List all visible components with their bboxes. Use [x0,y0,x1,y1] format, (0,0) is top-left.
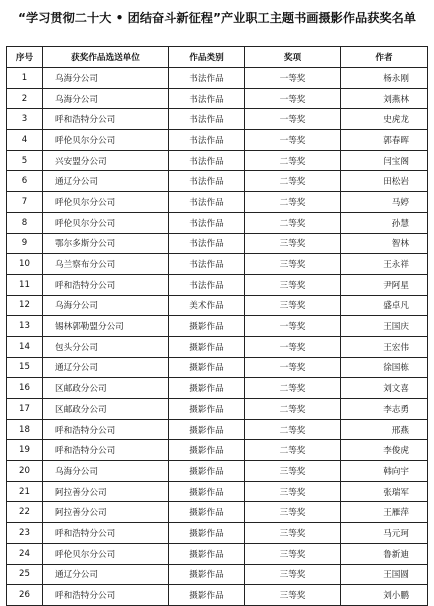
cell-unit: 阿拉善分公司 [43,481,169,502]
cell-index: 26 [7,585,43,606]
table-row [7,336,428,357]
cell-award: 三等奖 [245,502,341,523]
cell-unit: 呼和浩特分公司 [43,440,169,461]
header-award: 奖项 [245,47,341,68]
cell-unit: 呼和浩特分公司 [43,523,169,544]
cell-author: 郭春晖 [341,130,428,151]
cell-category: 摄影作品 [169,564,245,585]
header-index: 序号 [7,47,43,68]
cell-award: 一等奖 [245,68,341,89]
cell-unit: 乌海分公司 [43,295,169,316]
cell-award: 三等奖 [245,523,341,544]
cell-category: 摄影作品 [169,523,245,544]
cell-award: 三等奖 [245,233,341,254]
cell-author: 李志勇 [341,399,428,420]
cell-unit: 呼和浩特分公司 [43,419,169,440]
cell-category: 美术作品 [169,295,245,316]
cell-category: 摄影作品 [169,419,245,440]
cell-award: 二等奖 [245,150,341,171]
table-row [7,192,428,213]
cell-index: 19 [7,440,43,461]
cell-category: 书法作品 [169,233,245,254]
cell-category: 摄影作品 [169,336,245,357]
cell-award: 二等奖 [245,192,341,213]
table-row [7,109,428,130]
cell-author: 史虎龙 [341,109,428,130]
cell-author: 马婷 [341,192,428,213]
cell-award: 三等奖 [245,564,341,585]
table-row [7,378,428,399]
cell-category: 书法作品 [169,68,245,89]
cell-award: 三等奖 [245,585,341,606]
table-row [7,88,428,109]
cell-category: 书法作品 [169,171,245,192]
cell-index: 25 [7,564,43,585]
cell-index: 12 [7,295,43,316]
cell-category: 书法作品 [169,150,245,171]
cell-author: 李俊虎 [341,440,428,461]
header-category: 作品类别 [169,47,245,68]
cell-index: 14 [7,336,43,357]
cell-unit: 乌海分公司 [43,461,169,482]
cell-index: 1 [7,68,43,89]
cell-award: 三等奖 [245,461,341,482]
cell-author: 刘燕林 [341,88,428,109]
cell-award: 一等奖 [245,316,341,337]
cell-category: 摄影作品 [169,399,245,420]
cell-index: 24 [7,543,43,564]
cell-author: 邢燕 [341,419,428,440]
cell-award: 二等奖 [245,440,341,461]
cell-author: 王宏伟 [341,336,428,357]
cell-unit: 乌兰察布分公司 [43,254,169,275]
cell-author: 王国庆 [341,316,428,337]
cell-index: 4 [7,130,43,151]
table-row [7,130,428,151]
table-header-row [7,47,428,68]
cell-category: 书法作品 [169,254,245,275]
cell-author: 张瑞军 [341,481,428,502]
cell-category: 书法作品 [169,212,245,233]
table-row [7,523,428,544]
cell-unit: 乌海分公司 [43,88,169,109]
cell-index: 6 [7,171,43,192]
table-row [7,274,428,295]
cell-unit: 呼伦贝尔分公司 [43,543,169,564]
cell-unit: 乌海分公司 [43,68,169,89]
header-unit: 获奖作品选送单位 [43,47,169,68]
cell-index: 3 [7,109,43,130]
award-table [6,46,428,606]
cell-author: 闫宝阁 [341,150,428,171]
cell-award: 一等奖 [245,336,341,357]
cell-unit: 通辽分公司 [43,171,169,192]
cell-index: 22 [7,502,43,523]
header-author: 作者 [341,47,428,68]
table-row [7,254,428,275]
table-row [7,461,428,482]
cell-award: 二等奖 [245,419,341,440]
cell-unit: 锡林郭勒盟分公司 [43,316,169,337]
table-row [7,357,428,378]
cell-category: 摄影作品 [169,440,245,461]
cell-author: 孙慧 [341,212,428,233]
table-row [7,585,428,606]
cell-author: 王永祥 [341,254,428,275]
cell-index: 5 [7,150,43,171]
cell-unit: 呼和浩特分公司 [43,274,169,295]
cell-category: 摄影作品 [169,481,245,502]
cell-index: 18 [7,419,43,440]
cell-index: 17 [7,399,43,420]
cell-index: 13 [7,316,43,337]
cell-index: 11 [7,274,43,295]
cell-category: 摄影作品 [169,461,245,482]
cell-author: 刘小鹏 [341,585,428,606]
cell-index: 16 [7,378,43,399]
cell-unit: 通辽分公司 [43,564,169,585]
cell-unit: 鄂尔多斯分公司 [43,233,169,254]
table-row [7,440,428,461]
cell-author: 韩向宇 [341,461,428,482]
cell-author: 刘文喜 [341,378,428,399]
cell-award: 二等奖 [245,171,341,192]
cell-unit: 阿拉善分公司 [43,502,169,523]
cell-author: 尹阿星 [341,274,428,295]
cell-index: 21 [7,481,43,502]
cell-award: 二等奖 [245,378,341,399]
table-row [7,502,428,523]
cell-award: 二等奖 [245,399,341,420]
cell-category: 摄影作品 [169,502,245,523]
cell-unit: 通辽分公司 [43,357,169,378]
cell-award: 三等奖 [245,295,341,316]
cell-category: 书法作品 [169,109,245,130]
cell-index: 23 [7,523,43,544]
cell-author: 智林 [341,233,428,254]
cell-index: 9 [7,233,43,254]
cell-author: 田松岩 [341,171,428,192]
cell-award: 三等奖 [245,274,341,295]
cell-unit: 呼伦贝尔分公司 [43,212,169,233]
cell-award: 一等奖 [245,109,341,130]
cell-award: 三等奖 [245,543,341,564]
table-row [7,295,428,316]
cell-award: 三等奖 [245,254,341,275]
cell-unit: 区邮政分公司 [43,378,169,399]
cell-index: 2 [7,88,43,109]
cell-author: 徐国栋 [341,357,428,378]
cell-unit: 兴安盟分公司 [43,150,169,171]
cell-unit: 包头分公司 [43,336,169,357]
cell-author: 马元珂 [341,523,428,544]
cell-award: 一等奖 [245,357,341,378]
table-row [7,564,428,585]
cell-index: 8 [7,212,43,233]
cell-category: 摄影作品 [169,378,245,399]
cell-award: 二等奖 [245,212,341,233]
cell-index: 10 [7,254,43,275]
cell-category: 摄影作品 [169,585,245,606]
cell-category: 书法作品 [169,130,245,151]
cell-category: 摄影作品 [169,316,245,337]
cell-category: 摄影作品 [169,543,245,564]
table-row [7,233,428,254]
table-row [7,543,428,564]
table-row [7,171,428,192]
cell-category: 书法作品 [169,192,245,213]
cell-index: 7 [7,192,43,213]
table-row [7,150,428,171]
cell-author: 王国圆 [341,564,428,585]
table-row [7,399,428,420]
table-row [7,316,428,337]
cell-author: 盛卓凡 [341,295,428,316]
cell-category: 书法作品 [169,88,245,109]
document-title: “学习贯彻二十大 • 团结奋斗新征程”产业职工主题书画摄影作品获奖名单 [18,11,416,25]
cell-unit: 呼伦贝尔分公司 [43,130,169,151]
cell-unit: 呼伦贝尔分公司 [43,192,169,213]
cell-unit: 区邮政分公司 [43,399,169,420]
cell-award: 三等奖 [245,481,341,502]
cell-category: 书法作品 [169,274,245,295]
cell-author: 杨永刚 [341,68,428,89]
cell-award: 一等奖 [245,88,341,109]
cell-index: 15 [7,357,43,378]
cell-unit: 呼和浩特分公司 [43,109,169,130]
cell-author: 鲁新迪 [341,543,428,564]
cell-category: 摄影作品 [169,357,245,378]
cell-author: 王雁萍 [341,502,428,523]
cell-unit: 呼和浩特分公司 [43,585,169,606]
table-row [7,419,428,440]
table-row [7,481,428,502]
table-row [7,68,428,89]
cell-award: 一等奖 [245,130,341,151]
cell-index: 20 [7,461,43,482]
table-row [7,212,428,233]
